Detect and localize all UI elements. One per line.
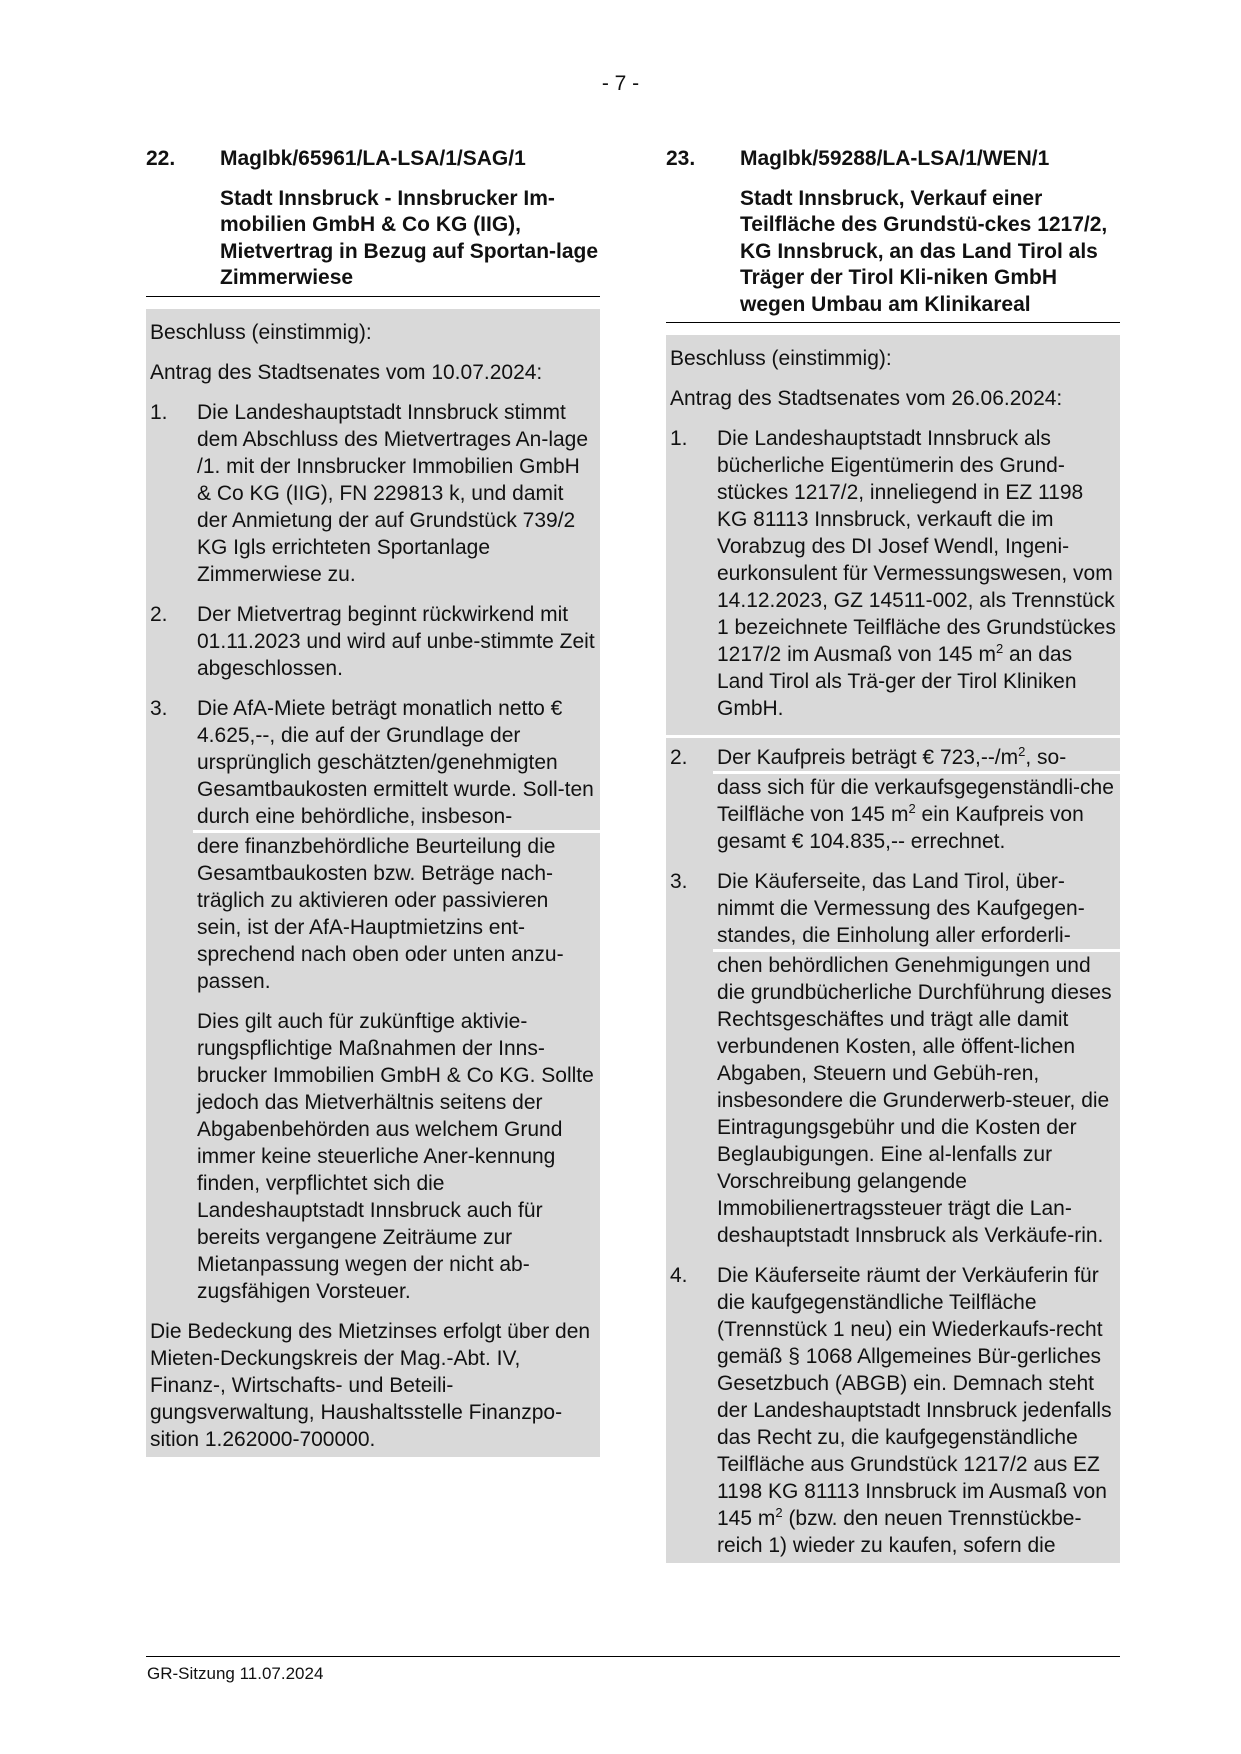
item-number: 22.: [146, 147, 176, 170]
list-text: [717, 744, 1116, 855]
superscript: 2: [995, 641, 1004, 657]
item-number: 23.: [666, 147, 696, 170]
decision-box: [146, 309, 600, 1457]
list-text: Die Landeshauptstadt Innsbruck stimmt dem Abschluss des Mietvertrages An-lage /1. mit der Innsbrucker Immobilien GmbH & Co KG (IIG), FN 229813 k, und damit der Anmietung der auf Grundstück 739/2 KG Igls errichteten Sportanlage Zimmerwiese zu.: [197, 400, 589, 586]
list-text: [717, 1262, 1116, 1559]
superscript: 2: [908, 801, 916, 817]
list-item: [150, 399, 596, 588]
page-number: - 7 -: [601, 72, 640, 95]
title-rule: [666, 322, 1120, 323]
gap-band: [713, 771, 1120, 774]
list-item: [150, 695, 596, 1305]
list-text-part: dass sich für die verkaufsgegenständli-che Teilfläche von 145 m: [717, 776, 1114, 827]
list-number: 2.: [670, 746, 688, 770]
list-text-part: Die Käuferseite, das Land Tirol, über-nimmt die Vermessung des Kaufgegen-standes, die Einholung aller erforderli-: [717, 870, 1085, 948]
item-heading: [146, 146, 600, 172]
list-text-part: Dies gilt auch für zukünftige aktivie-rungspflichtige Maßnahmen der Inns-brucker Immobilien GmbH & Co KG. Sollte jedoch das Mietverhältnis seitens der Abgabenbehörden aus welchem Grund immer keine steuerliche Aner-kennung finden, verpflichtet sich die Landeshauptstadt Innsbruck auch für bereits vergangene Zeiträume zur Mietanpassung wegen der nicht ab-zugsfähigen Vorsteuer.: [197, 1009, 594, 1303]
list-number: 3.: [150, 696, 168, 720]
list-text: Der Mietvertrag beginnt rückwirkend mit 01.11.2023 und wird auf unbe-stimmte Zeit abgeschlossen.: [197, 602, 595, 680]
list-item: [670, 744, 1116, 855]
list-item: [670, 1262, 1116, 1559]
list-text-part: ein Kaufpreis von gesamt € 104.835,-- errechnet.: [717, 803, 1084, 854]
decision-box: [666, 335, 1120, 1563]
list-text-part: chen behördlichen Genehmigungen und die grundbücherliche Durchführung dieses Rechtsgeschäftes und trägt alle damit verbundenen Kosten, alle öffent-lichen Abgaben, Steuern und Gebüh-ren, insbesondere die Grunderwerb-steuer, die Eintragungsgebühr und die Kosten der Beglaubigungen. Eine al-lenfalls zur Vorschreibung gelangende Immobilienertragssteuer trägt die Lan-deshauptstadt Innsbruck als Verkäufe-rin.: [717, 954, 1112, 1248]
item-title: Stadt Innsbruck - Innsbrucker Im-mobilien GmbH & Co KG (IIG), Mietvertrag in Bezug auf Sportan-lage Zimmerwiese: [220, 187, 599, 290]
motion-label: Antrag des Stadtsenates vom 26.06.2024:: [670, 387, 1063, 411]
list-text-part: , so-: [1025, 746, 1067, 770]
list-item: [150, 601, 596, 682]
decision-label: Beschluss (einstimmig):: [150, 320, 372, 344]
list-text-part: Die Käuferseite räumt der Verkäuferin für die kaufgegenständliche Teilfläche (Trennstück 1 neu) ein Wiederkaufs-recht gemäß § 1068 Allgemeines Bür-gerliches Gesetzbuch (ABGB) ein. Demnach steht der Landeshauptstadt Innsbruck jedenfalls das Recht zu, die kaufgegenständliche Teilfläche aus Grundstück 1217/2 aus EZ 1198 KG 81113 Innsbruck im Ausmaß von 145 m: [717, 1264, 1112, 1531]
superscript: 2: [775, 1505, 783, 1521]
motion-label: Antrag des Stadtsenates vom 10.07.2024:: [150, 360, 543, 384]
list-text-part: Der Kaufpreis beträgt € 723,--/m: [717, 746, 1019, 770]
list-number: 1.: [670, 427, 688, 451]
list-text-part: Die Landeshauptstadt Innsbruck als bücherliche Eigentümerin des Grund-stückes 1217/2, inneliegend in EZ 1198 KG 81113 Innsbruck, verkauft die im Vorabzug des DI Josef Wendl, Ingeni-eurkonsulent für Vermessungswesen, vom 14.12.2023, GZ 14511-002, als Trennstück 1 bezeichnete Teilfläche des Grundstückes 1217/2 im Ausmaß von 145 m: [717, 427, 1116, 667]
item-reference: MagIbk/59288/LA-LSA/1/WEN/1: [740, 147, 1050, 170]
list-text-part: (bzw. den neuen Trennstückbe-reich 1) wieder zu kaufen, sofern die: [717, 1507, 1082, 1558]
list-number: 1.: [150, 400, 168, 424]
list-text-part: dere finanzbehördliche Beurteilung die Gesamtbaukosten bzw. Beträge nach-träglich zu aktivieren oder passivieren sein, ist der AfA-Hauptmietzins ent-sprechend nach oben oder unten anzu-passen.: [197, 834, 564, 993]
agenda-item-22: [146, 146, 600, 1457]
item-title: Stadt Innsbruck, Verkauf einer Teilfläche des Grundstü-ckes 1217/2, KG Innsbruck, an das Land Tirol als Träger der Tirol Kli-niken GmbH wegen Umbau am Klinikareal: [740, 187, 1108, 316]
list-text-part: Die AfA-Miete beträgt monatlich netto € 4.625,--, die auf der Grundlage der ursprünglich geschätzten/genehmigten Gesamtbaukosten ermittelt wurde. Soll-ten durch eine behördliche, insbeson-: [197, 696, 594, 828]
list-number: 4.: [670, 1264, 688, 1288]
list-number: 2.: [150, 602, 168, 626]
list-number: 3.: [670, 870, 688, 894]
item-heading: [666, 146, 1120, 172]
list-text-part: an das Land Tirol als Trä-ger der Tirol Kliniken GmbH.: [717, 643, 1077, 721]
agenda-item-23: [666, 146, 1120, 1563]
footer-text: GR-Sitzung 11.07.2024: [147, 1664, 324, 1683]
list-item: [670, 425, 1116, 722]
footer-rule: [146, 1656, 1120, 1657]
decision-label: Beschluss (einstimmig):: [670, 347, 892, 371]
title-rule: [146, 296, 600, 297]
list-text: [197, 695, 596, 1305]
gap-band: [713, 949, 1120, 952]
list-item: [670, 868, 1116, 1249]
superscript: 2: [1018, 744, 1026, 760]
list-text: [717, 425, 1116, 722]
closing-paragraph: Die Bedeckung des Mietzinses erfolgt über den Mieten-Deckungskreis der Mag.-Abt. IV, Finanz-, Wirtschafts- und Beteili-gungsverwaltung, Haushaltsstelle Finanzpo-sition 1.262000-700000.: [150, 1319, 591, 1451]
gap-band: [666, 735, 1120, 738]
list-text: [717, 868, 1116, 1249]
item-reference: MagIbk/65961/LA-LSA/1/SAG/1: [220, 147, 526, 170]
